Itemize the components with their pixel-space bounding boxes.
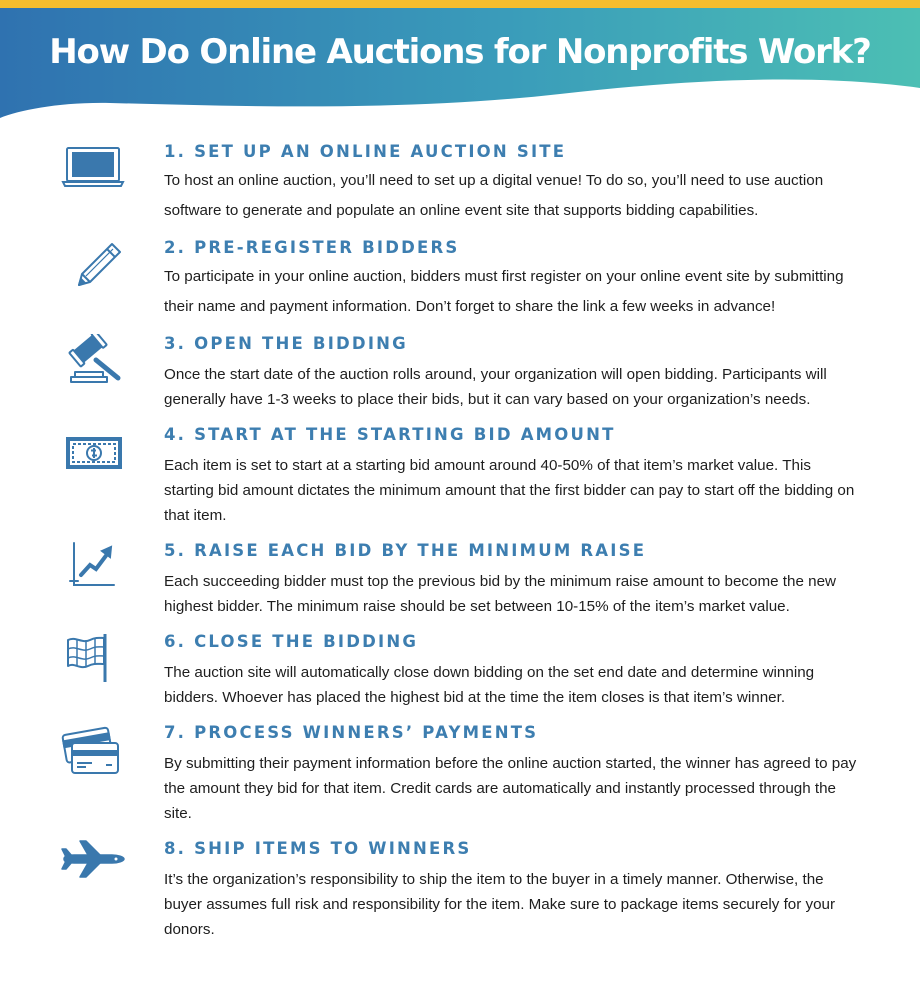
- header-banner: [0, 8, 920, 138]
- step-heading: 2. PRE-REGISTER BIDDERS: [164, 238, 460, 257]
- header-wave-background: [0, 8, 920, 138]
- step-heading: 8. SHIP ITEMS TO WINNERS: [164, 839, 472, 858]
- step-description: To host an online auction, you’ll need to set up a digital venue! To do so, you’ll need to use auction software to generate and populate an online event site that supports bidding capabilities.: [164, 172, 824, 219]
- pencil-icon: [58, 238, 128, 298]
- step-description: By submitting their payment information before the online auction started, the winner has agreed to pay the amount they bid for that item. Credit cards are automatically and instantly processed through the site.: [164, 755, 857, 822]
- step-description: Each item is set to start at a starting bid amount around 40-50% of that item’s market value. This starting bid amount dictates the minimum amount that the first bidder can pay to start off the bidding on that item.: [164, 457, 855, 524]
- step-description: It’s the organization’s responsibility to ship the item to the buyer in a timely manner. Otherwise, the buyer assumes full risk and responsibility for the item. Make sure to package items securely for your donors.: [164, 871, 836, 938]
- credit-card-icon: [58, 723, 128, 783]
- step-heading: 7. PROCESS WINNERS’ PAYMENTS: [164, 723, 539, 742]
- step-heading: 5. RAISE EACH BID BY THE MINIMUM RAISE: [164, 541, 647, 560]
- checkered-flag-icon: [58, 632, 128, 692]
- money-bill-icon: [58, 425, 128, 485]
- page-title: How Do Online Auctions for Nonprofits Work?: [49, 32, 871, 72]
- step-description: The auction site will automatically close down bidding on the set end date and determine winning bidders. Whoever has placed the highest bid at the time the item closes is that item’s winner.: [164, 664, 815, 706]
- growth-chart-icon: [58, 541, 128, 601]
- step-heading: 3. OPEN THE BIDDING: [164, 334, 408, 353]
- step-heading: 4. START AT THE STARTING BID AMOUNT: [164, 425, 616, 444]
- step-description: Each succeeding bidder must top the previous bid by the minimum raise amount to become the new highest bidder. The minimum raise should be set between 10-15% of the item’s market value.: [164, 573, 836, 615]
- step-heading: 1. SET UP AN ONLINE AUCTION SITE: [164, 142, 567, 161]
- laptop-icon: [58, 142, 128, 202]
- step-description: Once the start date of the auction rolls around, your organization will open bidding. Participants will generally have 1-3 weeks to place their bids, but it can vary based on your organization’s needs.: [164, 366, 827, 408]
- step-heading: 6. CLOSE THE BIDDING: [164, 632, 419, 651]
- gavel-icon: [58, 334, 128, 394]
- top-accent-stripe: [0, 0, 920, 8]
- step-description: To participate in your online auction, bidders must first register on your online event site by submitting their name and payment information. Don’t forget to share the link a few weeks in advance!: [164, 268, 844, 315]
- airplane-icon: [58, 839, 128, 899]
